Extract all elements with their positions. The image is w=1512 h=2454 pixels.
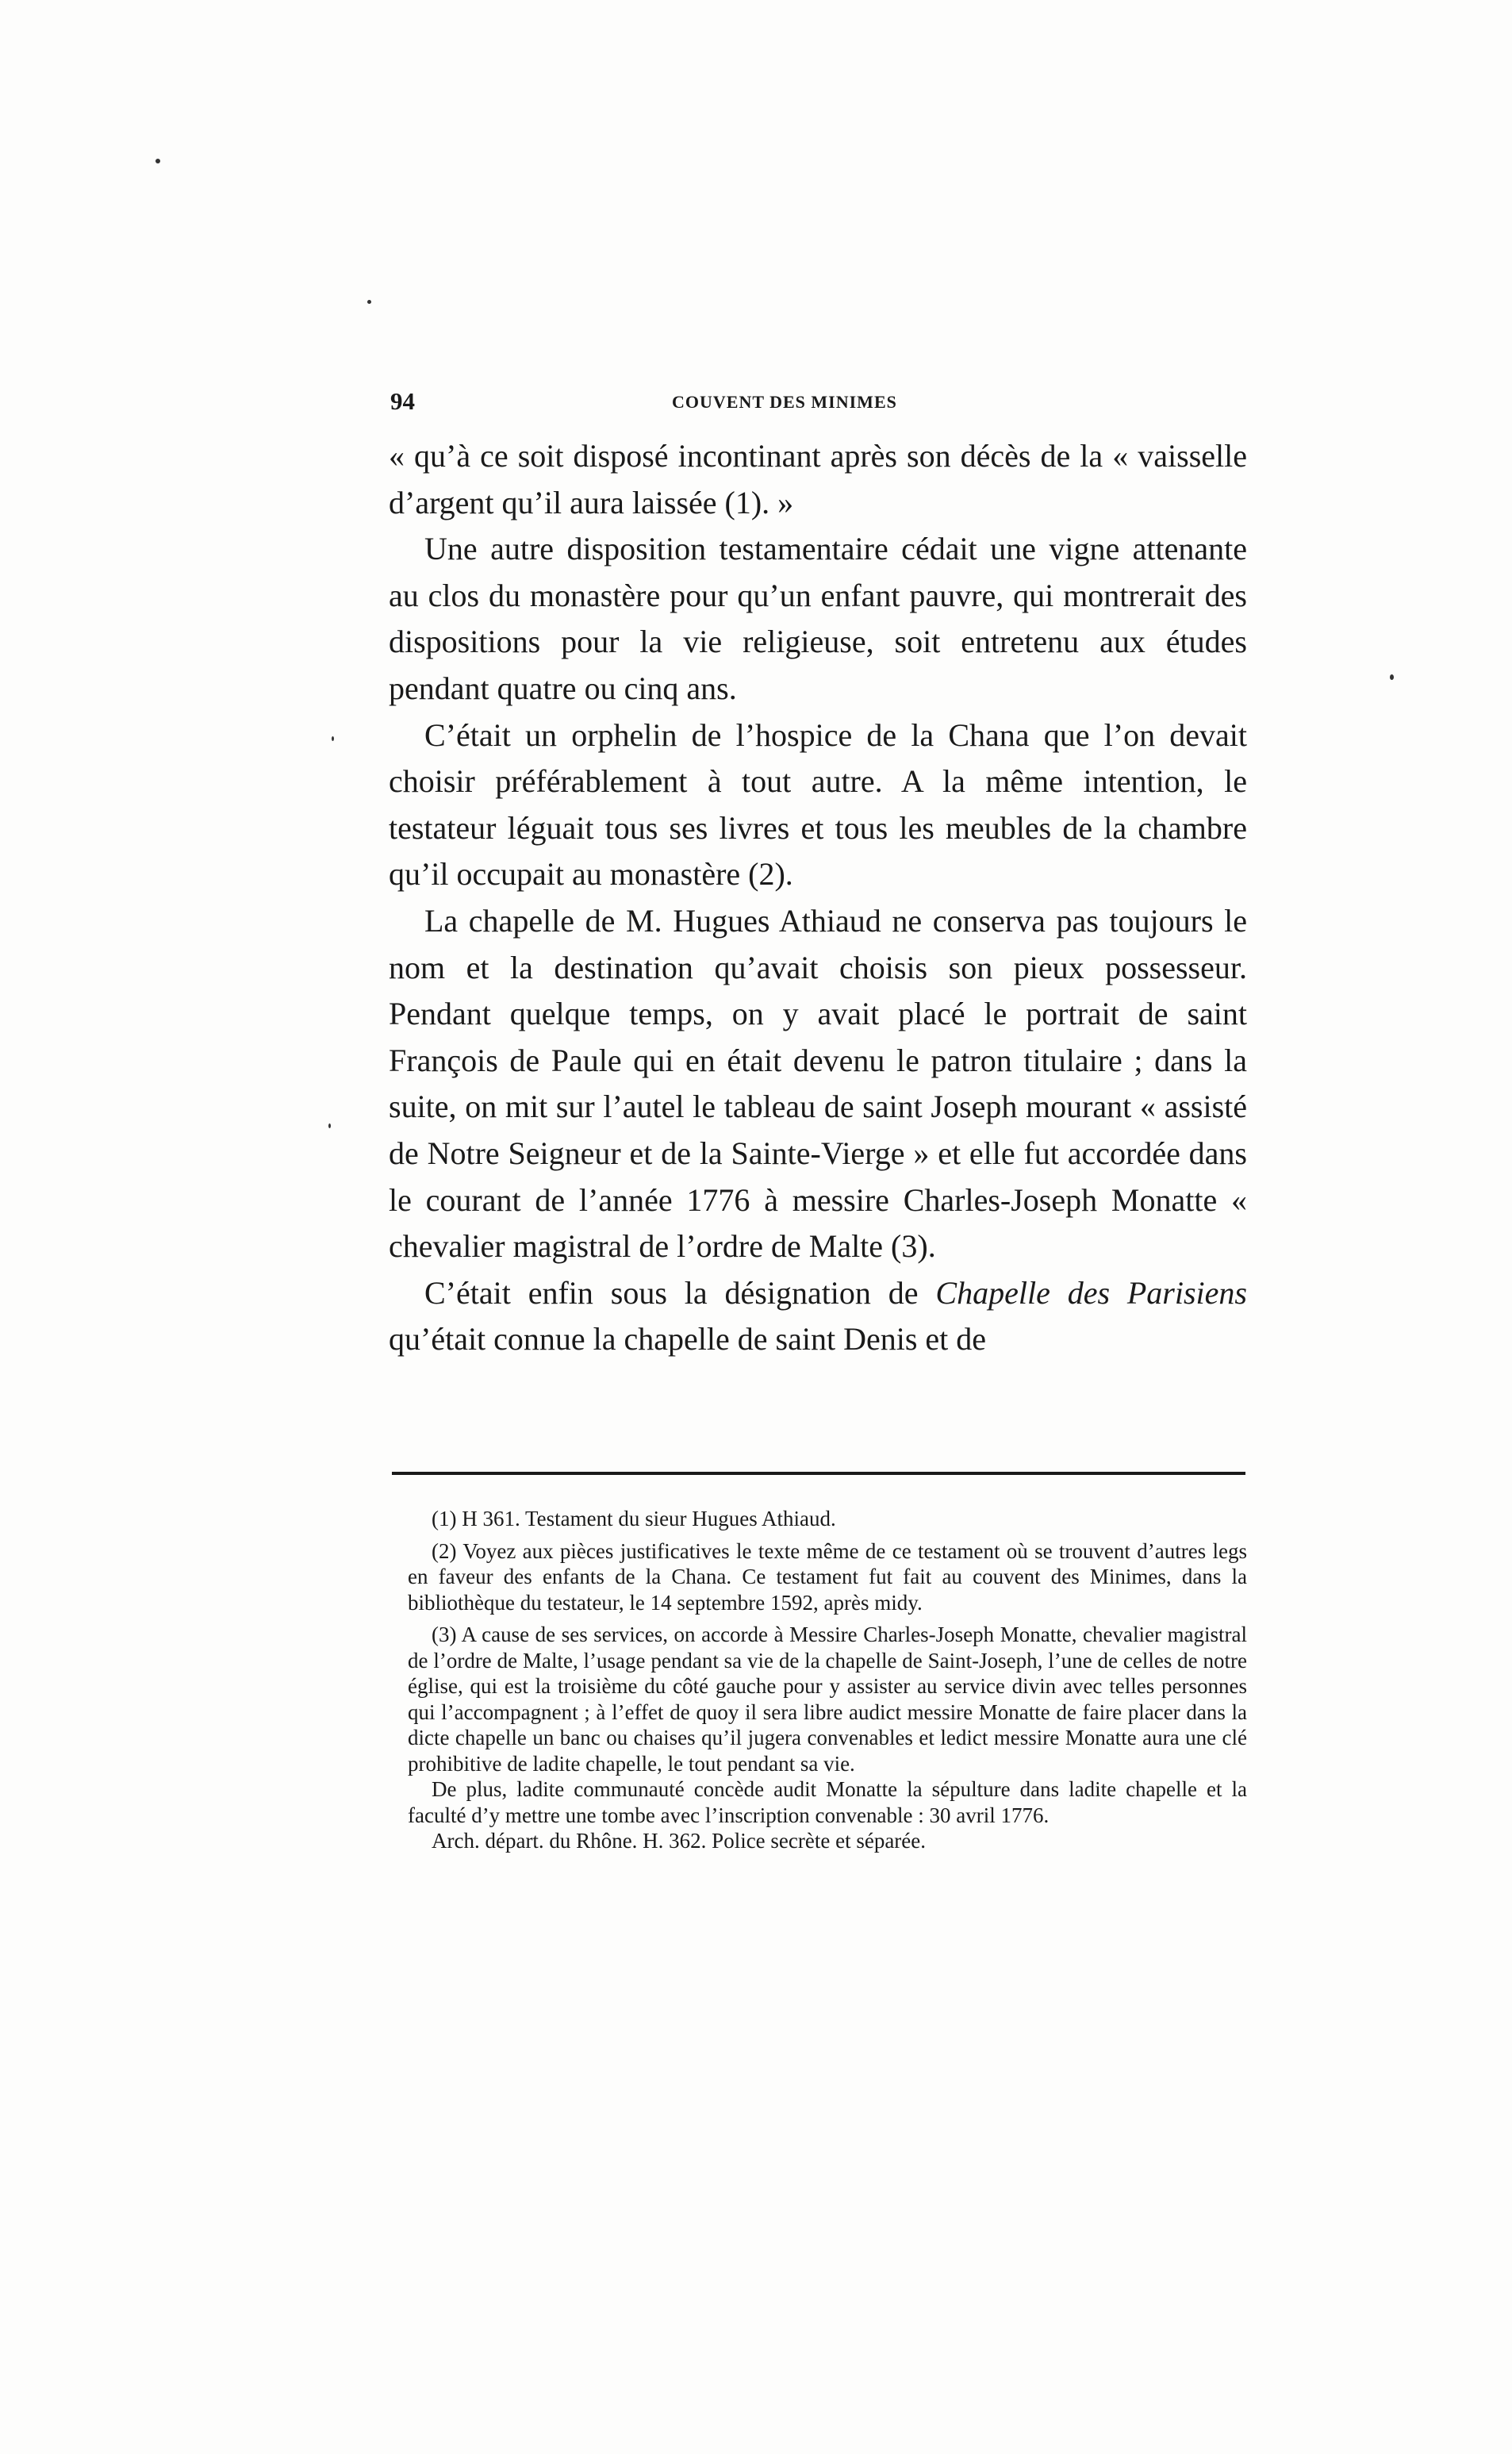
paragraph-5-end: qu’était connue la chapelle de saint Denis et de (389, 1321, 987, 1358)
paragraph-5 (389, 1270, 1247, 1363)
page-number: 94 (390, 387, 415, 415)
footnote-3: (3) A cause de ses services, on accorde à Messire Charles-Joseph Monatte, chevalier magistral de l’ordre de Malte, l’usage pendant sa vie de la chapelle de Saint-Joseph, l’une de celles de notre église, qui est la troisième du côté gauche pour y assister au service divin avec telles personnes qui l’accompagnent ; à l’effet de quoy il sera libre audict messire Monatte de faire placer dans la dicte chapelle un banc ou chaises qu’il jugera convenables et ledict messire Monatte aura une clé prohibitive de ladite chapelle, le tout pendant sa vie. (408, 1623, 1247, 1776)
paragraph-2: Une autre disposition testamentaire cédait une vigne attenante au clos du monastère pour qu’un enfant pauvre, qui montrerait des dispositions pour la vie religieuse, soit entretenu aux études pendant quatre ou cinq ans. (389, 531, 1247, 706)
scan-speck (1390, 674, 1394, 680)
footnote-1: (1) H 361. Testament du sieur Hugues Athiaud. (432, 1507, 836, 1530)
footnote-3-source: Arch. départ. du Rhône. H. 362. Police secrète et séparée. (432, 1829, 927, 1853)
paragraph-1: « qu’à ce soit disposé incontinant après son décès de la « vaisselle d’argent qu’il aura laissée (1). » (389, 438, 1247, 520)
footnotes (408, 1506, 1247, 1854)
scan-speck (155, 159, 160, 163)
footnote-separator (392, 1472, 1245, 1475)
chapel-name-italic: Chapelle des Parisiens (935, 1274, 1247, 1311)
paragraph-4: La chapelle de M. Hugues Athiaud ne conserva pas toujours le nom et la destination qu’avait choisis son pieux possesseur. Pendant quelque temps, on y avait placé le portrait de saint François de Paule qui en était devenu le patron titulaire ; dans la suite, on mit sur l’autel le tableau de saint Joseph mourant « assisté de Notre Seigneur et de la Sainte-Vierge » et elle fut accordée dans le courant de l’année 1776 à messire Charles-Joseph Monatte « chevalier magistral de l’ordre de Malte (3). (389, 902, 1247, 1265)
running-title: COUVENT DES MINIMES (672, 392, 897, 412)
footnote-2: (2) Voyez aux pièces justificatives le texte même de ce testament où se trouvent d’autres legs en faveur des enfants de la Chana. Ce testament fut fait au couvent des Minimes, dans la bibliothèque du testateur, le 14 septembre 1592, après midy. (408, 1538, 1247, 1615)
main-text (389, 433, 1247, 1363)
scan-speck (328, 1123, 331, 1128)
page-header (390, 387, 1247, 427)
paragraph-3: C’était un orphelin de l’hospice de la Chana que l’on devait choisir préférablement à tout autre. A la même intention, le testateur léguait tous ses livres et tous les meubles de la chambre qu’il occupait au monastère (2). (389, 716, 1247, 893)
scan-speck (332, 736, 334, 741)
footnote-3-continuation: De plus, ladite communauté concède audit Monatte la sépulture dans ladite chapelle et la faculté d’y mettre une tombe avec l’inscription convenable : 30 avril 1776. (408, 1777, 1247, 1827)
scan-speck (367, 300, 371, 304)
paragraph-5-start: C’était enfin sous la désignation de (424, 1274, 936, 1311)
